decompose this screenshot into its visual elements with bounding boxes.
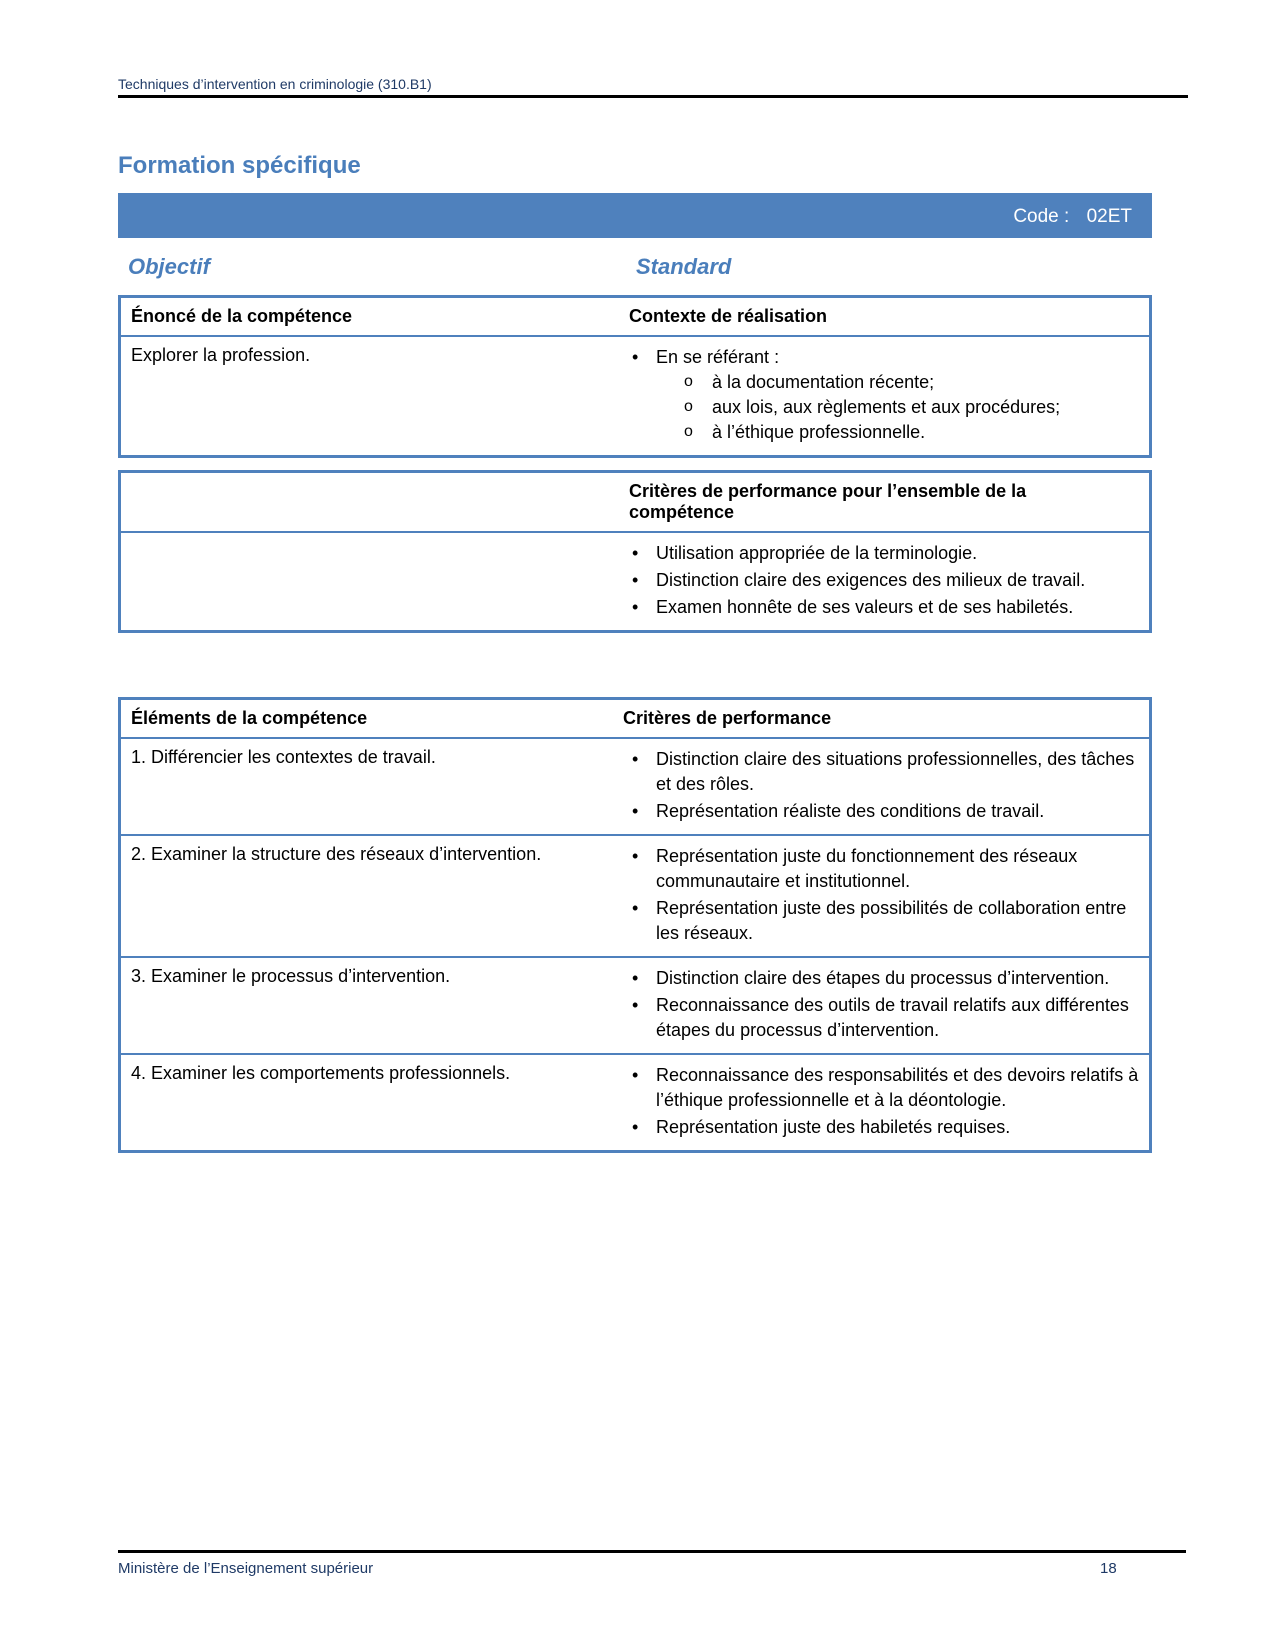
element-criteria-list — [629, 966, 1139, 1043]
context-item: o à la documentation récente; — [656, 370, 1139, 395]
element-criterion: • Représentation réaliste des conditions de travail. — [629, 799, 1139, 824]
competence-body-row — [121, 337, 1149, 455]
page-number: 18 — [1100, 1560, 1117, 1577]
context-list — [629, 345, 1139, 445]
code-value: 02ET — [1086, 206, 1132, 227]
element-row — [121, 739, 1149, 834]
element-criteria-list — [629, 747, 1139, 824]
elements-panel — [118, 697, 1152, 1153]
competence-header-row — [121, 298, 1149, 337]
context-cell — [629, 337, 1149, 455]
criteria-header: Critères de performance pour l’ensemble de la compétence — [629, 481, 1027, 522]
criteria-cell — [629, 533, 1149, 630]
code-bar — [118, 193, 1152, 238]
element-criterion: • Distinction claire des étapes du processus d’intervention. — [629, 966, 1139, 991]
competence-statement-header: Énoncé de la compétence — [131, 306, 353, 326]
element-criteria — [629, 739, 1149, 834]
competence-panel — [118, 295, 1152, 458]
element-criterion: • Représentation juste des possibilités de collaboration entre les réseaux. — [629, 896, 1139, 946]
context-header: Contexte de réalisation — [629, 306, 828, 326]
running-header: Techniques d’intervention en criminologie (310.B1) — [118, 76, 432, 92]
element-criterion: • Représentation juste des habiletés requises. — [629, 1115, 1139, 1140]
element-row — [121, 956, 1149, 1053]
header-rule — [118, 95, 1188, 98]
criteria-item: • Utilisation appropriée de la terminologie. — [629, 541, 1109, 566]
criteria-list — [629, 541, 1109, 620]
objective-heading: Objectif — [128, 254, 210, 279]
competence-statement: Explorer la profession. — [131, 345, 311, 365]
element-criteria-list — [629, 1063, 1139, 1140]
element-criteria — [629, 836, 1149, 956]
footer-rule — [118, 1550, 1186, 1553]
criteria-header-row — [121, 473, 1149, 533]
criteria-empty-header — [121, 473, 629, 531]
element-text: 4. Examiner les comportements professionnels. — [131, 1063, 511, 1083]
code-text — [1001, 206, 1132, 228]
context-item: o à l’éthique professionnelle. — [656, 420, 1139, 445]
element-criteria — [629, 958, 1149, 1053]
elements-header: Éléments de la compétence — [131, 708, 368, 728]
element-text: 1. Différencier les contextes de travail. — [131, 747, 436, 767]
element-text: 3. Examiner le processus d’intervention. — [131, 966, 451, 986]
element-criteria — [629, 1055, 1149, 1150]
section-title: Formation spécifique — [118, 152, 361, 179]
criteria-panel — [118, 470, 1152, 633]
context-intro: • En se référant : o à la documentation récente; o aux lois, aux règlements et aux procédures; o à l’éthique professionnelle. — [629, 345, 1139, 445]
context-sublist — [656, 370, 1139, 445]
footer-ministry: Ministère de l’Enseignement supérieur — [118, 1560, 374, 1577]
criteria-item: • Examen honnête de ses valeurs et de ses habiletés. — [629, 595, 1109, 620]
elements-header-row — [121, 700, 1149, 739]
element-criterion: • Reconnaissance des outils de travail relatifs aux différentes étapes du processus d’intervention. — [629, 993, 1139, 1043]
context-item: o aux lois, aux règlements et aux procédures; — [656, 395, 1139, 420]
element-criterion: • Représentation juste du fonctionnement des réseaux communautaire et institutionnel. — [629, 844, 1139, 894]
element-row — [121, 1053, 1149, 1150]
standard-heading: Standard — [636, 254, 732, 279]
criteria-body-row — [121, 533, 1149, 630]
element-criteria-list — [629, 844, 1139, 946]
criteria-empty-cell — [121, 533, 629, 630]
element-text: 2. Examiner la structure des réseaux d’intervention. — [131, 844, 542, 864]
criteria-item: • Distinction claire des exigences des milieux de travail. — [629, 568, 1109, 593]
element-criterion: • Distinction claire des situations professionnelles, des tâches et des rôles. — [629, 747, 1139, 797]
code-label: Code : — [1013, 206, 1070, 227]
element-row — [121, 834, 1149, 956]
element-criterion: • Reconnaissance des responsabilités et des devoirs relatifs à l’éthique professionnelle et à la déontologie. — [629, 1063, 1139, 1113]
performance-header: Critères de performance — [623, 708, 832, 728]
